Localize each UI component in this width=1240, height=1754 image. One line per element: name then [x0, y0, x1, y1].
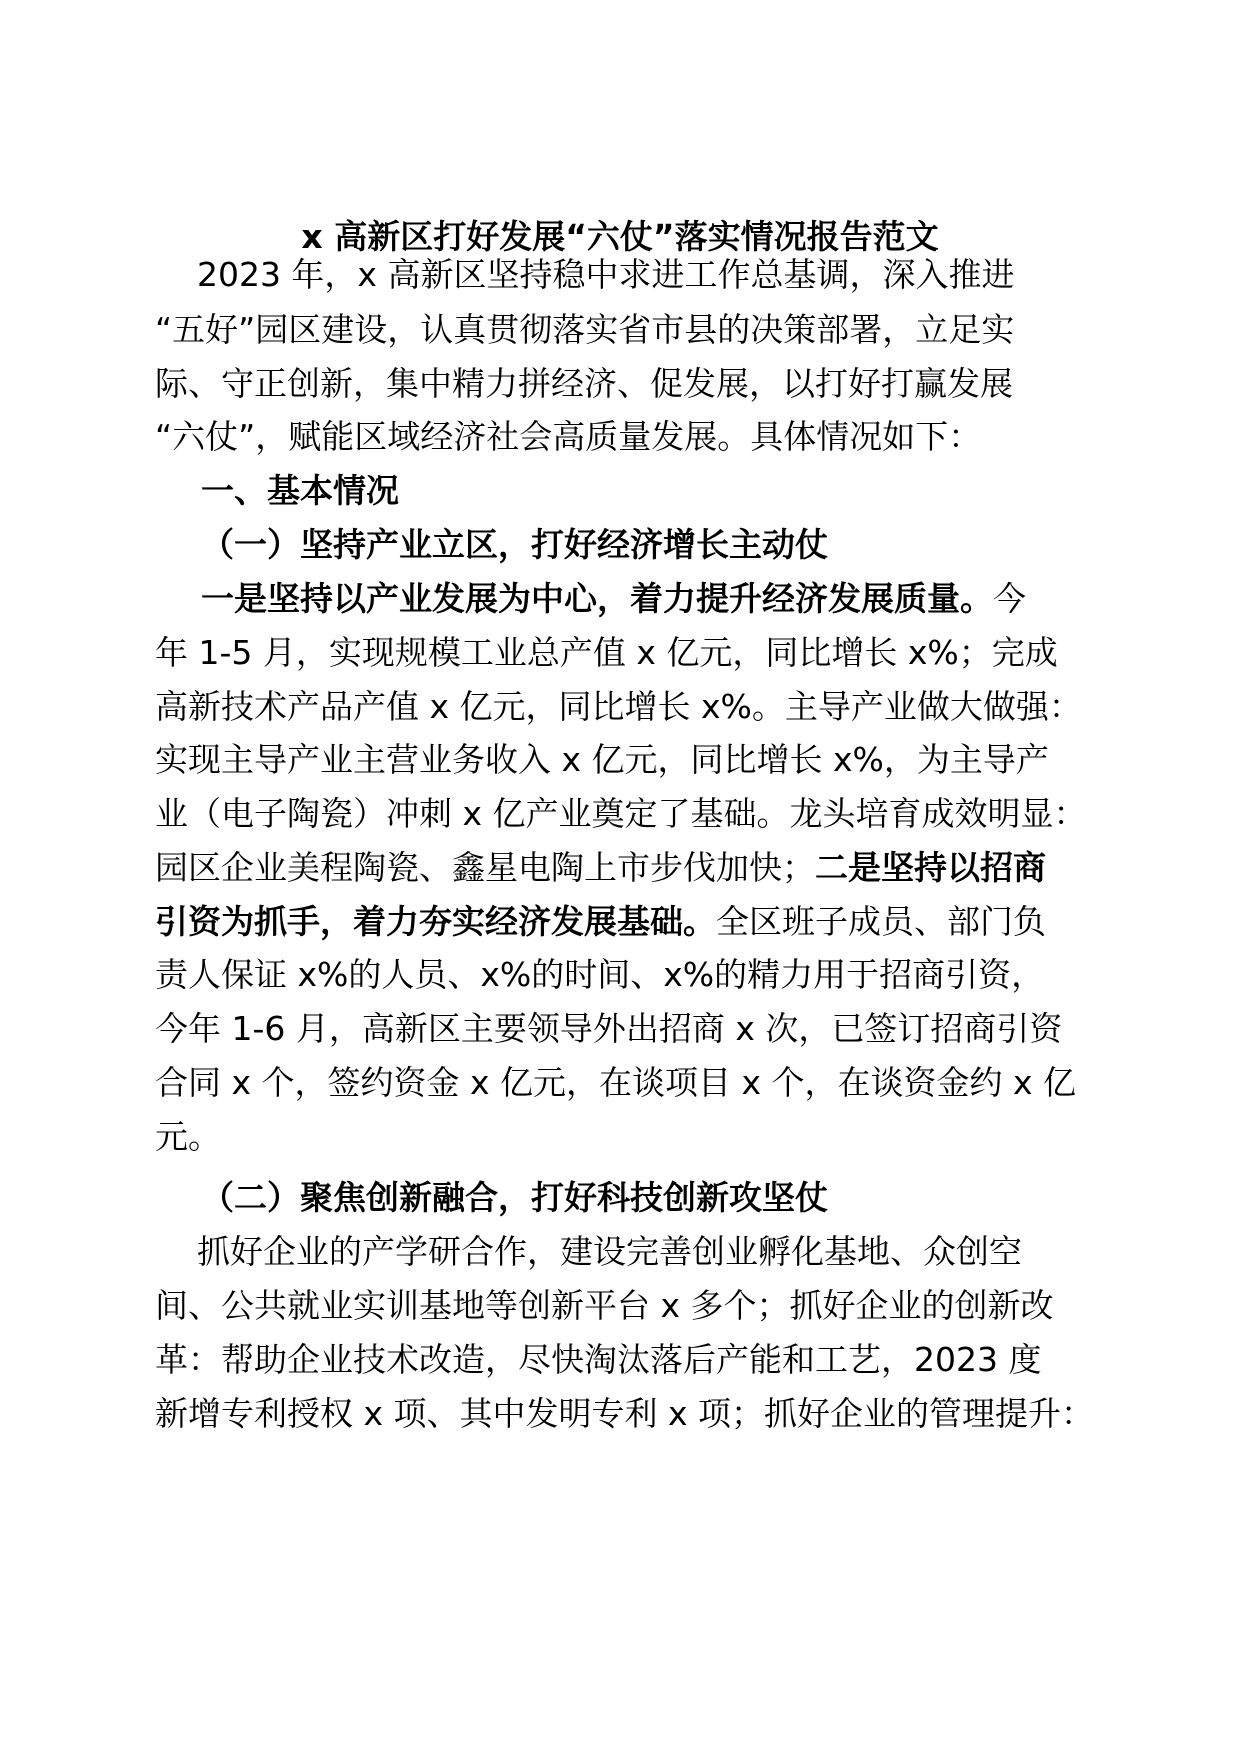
text-run: 合同 x 个，签约资金 x 亿元，在谈项目 x 个，在谈资金约 x 亿 — [155, 1063, 1077, 1102]
text-run: 2023 年，x 高新区坚持稳中求进工作总基调，深入推进 — [155, 255, 1015, 294]
text-run: 年 1-5 月，实现规模工业总产值 x 亿元，同比增长 x%；完成 — [155, 633, 1058, 672]
text-run: 新增专利授权 x 项、其中发明专利 x 项；抓好企业的管理提升： — [155, 1394, 1095, 1433]
text-run: 今年 1-6 月，高新区主要领导外出招商 x 次，已签订招商引资 — [155, 1009, 1063, 1048]
body-line — [155, 1108, 221, 1166]
text-run: 革：帮助企业技术改造，尽快淘汰落后产能和工艺，2023 度 — [155, 1340, 1042, 1379]
bold-text-run: 二是坚持以招商 — [815, 848, 1046, 887]
body-line — [155, 893, 1046, 951]
body-line — [155, 839, 1046, 897]
body-line — [155, 731, 1049, 789]
document-title: x 高新区打好发展“六仗”落实情况报告范文 — [301, 217, 939, 256]
text-run: 际、守正创新，集中精力拼经济、促发展，以打好打赢发展 — [155, 364, 1013, 403]
text-run: 今 — [992, 579, 1026, 618]
text-run: 间、公共就业实训基地等创新平台 x 多个；抓好企业的创新改 — [155, 1286, 1054, 1325]
body-line — [155, 570, 1026, 628]
body-line — [155, 301, 1014, 359]
body-line — [155, 1385, 1094, 1443]
bold-text-run: 引资为抓手，着力夯实经济发展基础。 — [155, 902, 716, 941]
body-line — [155, 408, 981, 466]
text-run: 全区班子成员、部门负 — [716, 902, 1046, 941]
body-line — [155, 678, 1082, 736]
text-run: “六仗”，赋能区域经济社会高质量发展。具体情况如下： — [155, 417, 982, 456]
body-line — [155, 785, 1087, 843]
bold-text-run: （二）聚焦创新融合，打好科技创新攻坚仗 — [155, 1178, 828, 1217]
body-line — [155, 1169, 828, 1227]
bold-text-run: 一是坚持以产业发展为中心，着力提升经济发展质量。 — [155, 579, 993, 618]
body-line — [155, 624, 1058, 682]
body-line — [155, 1000, 1062, 1058]
body-line — [155, 946, 1044, 1004]
bold-text-run: 一、基本情况 — [155, 471, 399, 510]
body-line — [155, 355, 1013, 413]
text-run: 实现主导产业主营业务收入 x 亿元，同比增长 x%，为主导产 — [155, 740, 1049, 779]
body-line — [155, 516, 828, 574]
text-run: 园区企业美程陶瓷、鑫星电陶上市步伐加快； — [155, 848, 815, 887]
text-run: “五好”园区建设，认真贯彻落实省市县的决策部署，立足实 — [155, 310, 1015, 349]
text-run: 高新技术产品产值 x 亿元，同比增长 x%。主导产业做大做强： — [155, 687, 1082, 726]
text-run: 抓好企业的产学研合作，建设完善创业孵化基地、众创空 — [155, 1232, 1022, 1271]
text-run: 元。 — [155, 1117, 221, 1156]
bold-text-run: （一）坚持产业立区，打好经济增长主动仗 — [155, 525, 828, 564]
text-run: 业（电子陶瓷）冲刺 x 亿产业奠定了基础。龙头培育成效明显： — [155, 794, 1087, 833]
body-line — [155, 1054, 1076, 1112]
body-line — [155, 1277, 1054, 1335]
body-line — [155, 1223, 1022, 1281]
body-line — [155, 246, 1014, 304]
body-line — [155, 1331, 1041, 1389]
body-line — [155, 462, 399, 520]
text-run: 责人保证 x%的人员、x%的时间、x%的精力用于招商引资， — [155, 955, 1045, 994]
